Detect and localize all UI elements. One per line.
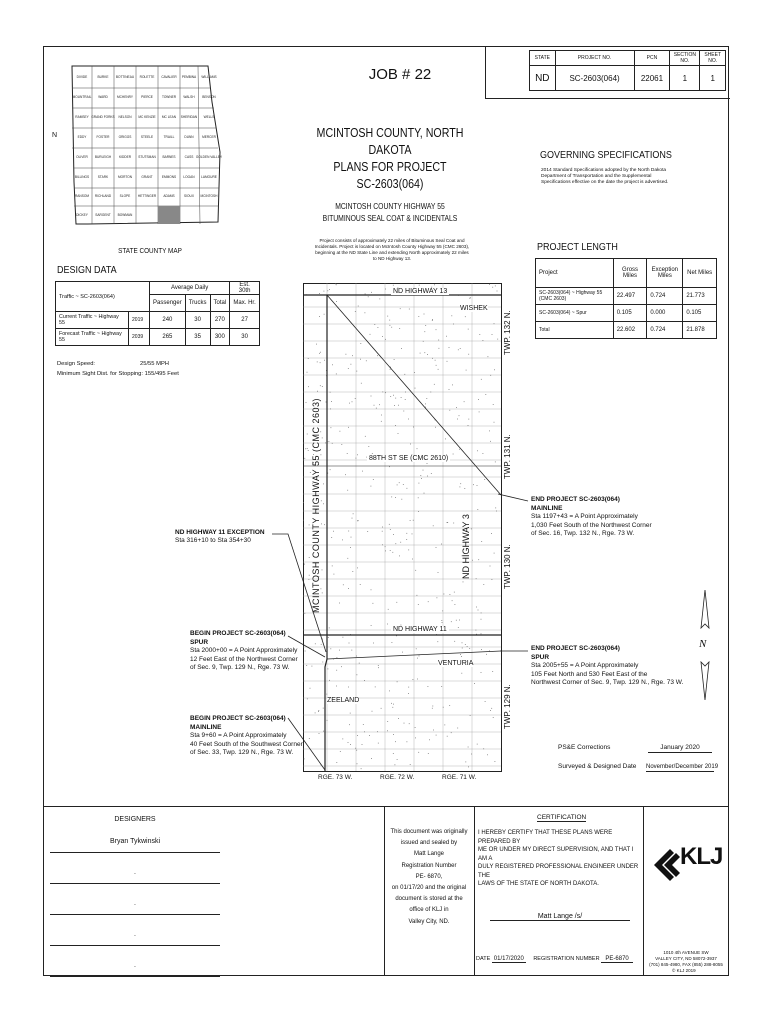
county-label: BARNES	[162, 155, 176, 159]
county-label: KIDDER	[118, 155, 132, 159]
county-label: FOSTER	[96, 135, 110, 139]
cert-date-value: 01/17/2020	[493, 956, 524, 962]
col-max-hr: Max. Hr.	[230, 295, 260, 312]
north-label: N	[699, 638, 707, 650]
county-label: WARD	[98, 95, 108, 99]
end-spur-sub: SPUR	[531, 653, 550, 661]
county-label: BILLINGS	[74, 175, 90, 179]
county-label: WELLS	[203, 115, 215, 119]
label-nd-11: ND HIGHWAY 11	[393, 626, 447, 633]
label-zeeland: ZEELAND	[327, 697, 360, 704]
label-rge-72: RGE. 72 W.	[380, 774, 415, 781]
county-label: DUNN	[184, 135, 194, 139]
bottom-col-divider-3	[643, 806, 644, 976]
label-twp-129: TWP. 129 N.	[503, 684, 512, 729]
seal-line: on 01/17/20 and the original	[391, 885, 467, 892]
begin-spur-line: Sta 2000+00 = A Point Approximately	[190, 647, 298, 654]
county-label: STUTSMAN	[138, 155, 156, 159]
seal-line: This document was originally	[390, 829, 468, 835]
title-sub1: MCINTOSH COUNTY HIGHWAY 55	[335, 202, 445, 211]
designer-name: .	[50, 900, 220, 915]
klj-logo-text: KLJ	[680, 843, 723, 870]
exception-text: Sta 316+10 to Sta 354+30	[175, 537, 251, 544]
county-label: MCHENRY	[116, 95, 134, 99]
county-label: HETTINGER	[137, 194, 157, 198]
county-label: MORTON	[117, 175, 133, 179]
begin-spur-sub: SPUR	[190, 638, 209, 646]
callout-begin-spur	[190, 630, 298, 673]
label-wishek: WISHEK	[460, 305, 488, 312]
begin-main-line: Sta 9+60 = A Point Approximately	[190, 732, 287, 739]
cert-line: DULY REGISTERED PROFESSIONAL ENGINEER UNDER THE	[478, 864, 639, 879]
county-label: PIERCE	[141, 95, 153, 99]
county-label: BURLEIGH	[94, 155, 112, 159]
label-cmc-2603: MCINTOSH COUNTY HIGHWAY 55 (CMC 2603)	[311, 397, 321, 613]
end-main-title: END PROJECT SC-2603(064)	[531, 496, 620, 503]
col-total: Total	[210, 295, 230, 312]
seal-line: Valley City, ND.	[408, 918, 450, 925]
state-map-north-icon: N	[52, 132, 58, 139]
county-label: ADAMS	[163, 194, 175, 198]
label-rge-73: RGE. 73 W.	[318, 774, 353, 781]
traffic-cell: 240	[150, 312, 186, 329]
klj-logo	[650, 835, 722, 895]
pl-header-exception: Exception Miles	[647, 259, 683, 288]
county-label: GRIGGS	[118, 135, 132, 139]
county-label: BENSON	[202, 95, 216, 99]
address-line: (701) 845-4980, FAX (855) 288-8055	[649, 962, 723, 967]
pl-cell: 21.878	[683, 322, 717, 339]
pl-cell: 0.724	[647, 288, 683, 305]
copyright-text: KLJ 2019	[676, 968, 696, 973]
pl-cell: 0.000	[647, 305, 683, 322]
begin-main-sub: MAINLINE	[190, 723, 222, 731]
begin-main-line: of Sec. 33, Twp. 129 N., Rge. 73 W.	[190, 749, 294, 756]
cert-line: ME OR UNDER MY DIRECT SUPERVISION, AND THAT I AM A	[478, 847, 634, 862]
seal-line: issued and sealed by	[400, 840, 458, 847]
county-label: EMMONS	[161, 175, 177, 179]
title-line1: MCINTOSH COUNTY, NORTH DAKOTA	[316, 125, 464, 157]
state-label: STATE	[530, 51, 556, 66]
traffic-cell: 270	[210, 312, 230, 329]
county-label: MC LEAN	[161, 115, 177, 119]
label-nd-3: ND HIGHWAY 3	[461, 514, 471, 579]
pl-header-net: Net Miles	[683, 259, 717, 288]
traffic-cell: 30	[230, 329, 260, 346]
cert-date-label: DATE	[476, 956, 491, 962]
title-line2: PLANS FOR PROJECT	[333, 159, 447, 174]
pcn-label: PCN	[634, 51, 670, 66]
end-spur-line: 105 Feet North and 530 Feet East of the	[531, 670, 648, 678]
certification-title: CERTIFICATION	[537, 814, 587, 821]
sheet-no-label: SHEET NO.	[700, 51, 726, 66]
section-no-label: SECTION NO.	[670, 51, 700, 66]
county-label: MCINTOSH	[200, 194, 218, 198]
traffic-label: Traffic ~ SC-2603(064)	[56, 282, 150, 312]
pl-cell: 21.773	[683, 288, 717, 305]
north-arrow-icon	[698, 590, 712, 700]
county-label: EDDY	[77, 135, 87, 139]
job-number: JOB # 22	[368, 66, 432, 83]
project-no-label: PROJECT NO.	[555, 51, 634, 66]
begin-main-title: BEGIN PROJECT SC-2603(064)	[190, 715, 286, 722]
county-label: GRAND FORKS	[91, 115, 115, 119]
bottom-col-divider-2	[474, 806, 475, 976]
governing-text: 2014 Standard Specifications adopted by the North Dakota Department of Transportation and the Supplemental Specifications effective on the date the project is advertised.	[541, 168, 669, 185]
designers-title: DESIGNERS	[114, 816, 156, 823]
begin-spur-line: 12 Feet East of the Northwest Corner	[190, 655, 298, 663]
pl-cell: SC-2603(064) ~ Spur	[536, 305, 614, 322]
end-main-line: 1,030 Feet South of the Northwest Corner	[531, 521, 652, 529]
surveyed-label: Surveyed & Designed Date	[558, 763, 637, 770]
seal-statement	[386, 827, 472, 928]
county-label: RANSOM	[75, 194, 89, 198]
seal-line: document is stored at the	[395, 896, 463, 903]
col-passenger: Passenger	[150, 295, 186, 312]
cert-date-row	[476, 956, 633, 963]
state-value: ND	[530, 66, 556, 91]
end-spur-title: END PROJECT SC-2603(064)	[531, 645, 620, 652]
section-no-value: 1	[670, 66, 700, 91]
county-label: TOWNER	[161, 95, 177, 99]
seal-line: Registration Number	[401, 862, 457, 869]
end-main-sub: MAINLINE	[531, 504, 563, 512]
end-main-line: of Sec. 16, Twp. 132 N., Rge. 73 W.	[531, 530, 635, 537]
designer-name: .	[50, 931, 220, 946]
address-line: 1010 4th AVENUE SW	[663, 950, 709, 955]
cert-reg-label: REGISTRATION NUMBER	[533, 956, 600, 962]
project-no-value: SC-2603(064)	[555, 66, 634, 91]
callout-exception	[175, 529, 265, 545]
pl-cell: Total	[536, 322, 614, 339]
pl-cell: 22.602	[613, 322, 647, 339]
state-map-caption: STATE COUNTY MAP	[118, 246, 182, 255]
pl-cell: 0.105	[683, 305, 717, 322]
county-label: DIVIDE	[76, 75, 88, 79]
callout-begin-mainline	[190, 715, 303, 758]
surveyed-value: November/December 2019	[646, 764, 719, 770]
begin-spur-title: BEGIN PROJECT SC-2603(064)	[190, 630, 286, 637]
traffic-row-year: 2039	[129, 329, 150, 346]
county-label: RAMSEY	[75, 115, 89, 119]
label-cmc-2610: 88TH ST SE (CMC 2610)	[369, 455, 449, 462]
county-label: DICKEY	[76, 213, 88, 217]
traffic-cell: 27	[230, 312, 260, 329]
county-label: STEELE	[140, 135, 154, 139]
pcn-value: 22061	[634, 66, 670, 91]
exception-title: ND HIGHWAY 11 EXCEPTION	[175, 529, 265, 536]
county-label: GOLDEN VALLEY	[195, 155, 223, 159]
label-twp-130: TWP. 130 N.	[503, 544, 512, 589]
traffic-cell: 35	[185, 329, 210, 346]
pl-cell: 22.497	[613, 288, 647, 305]
design-speed-value: 25/55 MPH	[140, 361, 169, 367]
county-label: WALSH	[183, 95, 195, 99]
designers-list	[50, 838, 220, 977]
est-30th-label: Est. 30th	[230, 282, 260, 295]
county-label: BOTTINEAU	[115, 75, 135, 79]
cert-line: LAWS OF THE STATE OF NORTH DAKOTA.	[478, 881, 599, 887]
end-spur-line: Northwest Corner of Sec. 9, Twp. 129 N., Rge. 73 W.	[531, 679, 684, 686]
county-label: MOUNTRAIL	[72, 95, 92, 99]
county-label: STARK	[97, 175, 109, 179]
copyright	[672, 968, 696, 973]
design-data-title: DESIGN DATA	[57, 265, 117, 276]
callout-end-spur	[531, 645, 683, 688]
end-spur-line: Sta 2005+55 = A Point Approximately	[531, 662, 639, 669]
sight-distance-value: 155/495 Feet	[144, 371, 179, 377]
designer-name: Bryan Tykwinski	[50, 838, 220, 853]
sight-distance-label: Minimum Sight Dist. for Stopping:	[57, 371, 144, 377]
seal-line: PE- 6870,	[415, 873, 443, 880]
engineer-signature: Matt Lange /s/	[490, 913, 630, 921]
designer-name: .	[50, 962, 220, 977]
title-sub2: BITUMINOUS SEAL COAT & INCIDENTALS	[322, 214, 458, 223]
traffic-row-label: Current Traffic ~ Highway 55	[56, 312, 129, 329]
county-label: CASS	[184, 155, 194, 159]
project-length-title: PROJECT LENGTH	[537, 242, 618, 253]
county-label: RICHLAND	[94, 194, 112, 198]
pl-cell: 0.724	[647, 322, 683, 339]
label-twp-132: TWP. 132 N.	[503, 310, 512, 355]
sheet-no-value: 1	[700, 66, 726, 91]
label-twp-131: TWP. 131 N.	[503, 434, 512, 479]
cert-reg-value: PE-6870	[601, 956, 633, 963]
county-label: TRAILL	[163, 135, 175, 139]
traffic-row-label: Forecast Traffic ~ Highway 55	[56, 329, 129, 346]
county-label: PEMBINA	[181, 75, 197, 79]
label-nd-13: ND HIGHWAY 13	[393, 288, 448, 295]
traffic-row-year: 2019	[129, 312, 150, 329]
county-label: LOGAN	[183, 175, 195, 179]
cert-line: I HEREBY CERTIFY THAT THESE PLANS WERE PREPARED BY	[478, 830, 613, 845]
county-label: SLOPE	[119, 194, 131, 198]
county-label: SIOUX	[184, 194, 194, 198]
end-main-line: Sta 1197+43 = A Point Approximately	[531, 513, 638, 520]
address-line: VALLEY CITY, ND 58072-3937	[655, 956, 717, 961]
county-label: CAVALIER	[161, 75, 177, 79]
pl-header-gross: Gross Miles	[613, 259, 647, 288]
seal-line: Matt Lange	[413, 851, 445, 858]
traffic-cell: 265	[150, 329, 186, 346]
copyright-icon: ©	[672, 968, 676, 973]
callout-end-mainline	[531, 496, 652, 539]
company-address	[645, 950, 727, 968]
county-label: SARGENT	[95, 213, 111, 217]
county-label: BOWMAN	[117, 213, 133, 217]
governing-title: GOVERNING SPECIFICATIONS	[540, 150, 672, 161]
county-label: GRANT	[141, 175, 153, 179]
county-label: MERCER	[202, 135, 216, 139]
pl-cell: 0.105	[613, 305, 647, 322]
begin-spur-line: of Sec. 9, Twp. 129 N., Rge. 73 W.	[190, 664, 290, 671]
avg-daily-label: Average Daily	[150, 282, 230, 295]
county-label: OLIVER	[76, 155, 88, 159]
label-rge-71: RGE. 71 W.	[442, 774, 477, 781]
traffic-cell: 30	[185, 312, 210, 329]
title-line3: SC-2603(064)	[356, 176, 424, 191]
bottom-col-divider-1	[384, 806, 385, 976]
seal-line: office of KLJ in	[409, 907, 449, 914]
designer-name: .	[50, 869, 220, 884]
pl-cell: SC-2603(064) ~ Highway 55 (CMC 2603)	[536, 288, 614, 305]
county-label: NELSON	[118, 115, 132, 119]
certification-text	[478, 829, 642, 889]
county-label: LAMOURE	[201, 175, 217, 179]
design-speed-label: Design Speed:	[57, 361, 96, 367]
col-trucks: Trucks	[185, 295, 210, 312]
county-label: MC KENZIE	[138, 115, 156, 119]
pse-label: PS&E Corrections	[558, 744, 611, 751]
county-label: WILLIAMS	[201, 75, 217, 79]
county-label: SHERIDAN	[180, 115, 198, 119]
county-label: ROLETTE	[139, 75, 155, 79]
traffic-cell: 300	[210, 329, 230, 346]
label-venturia: VENTURIA	[438, 660, 474, 667]
pl-header-project: Project	[536, 259, 614, 288]
county-label: BURKE	[97, 75, 109, 79]
project-description: Project consists of approximately 22 miles of Bituminous Seal Coat and Incidentals. Project is located on McIntosh County Highway 55 (CMC 2603), beginning at the ND State Line and extending North approximately 22 miles to ND Highway 13.	[314, 238, 470, 261]
bottom-divider	[43, 806, 729, 807]
pse-value: January 2020	[648, 744, 712, 753]
begin-main-line: 40 Feet South of the Southwest Corner	[190, 740, 303, 748]
